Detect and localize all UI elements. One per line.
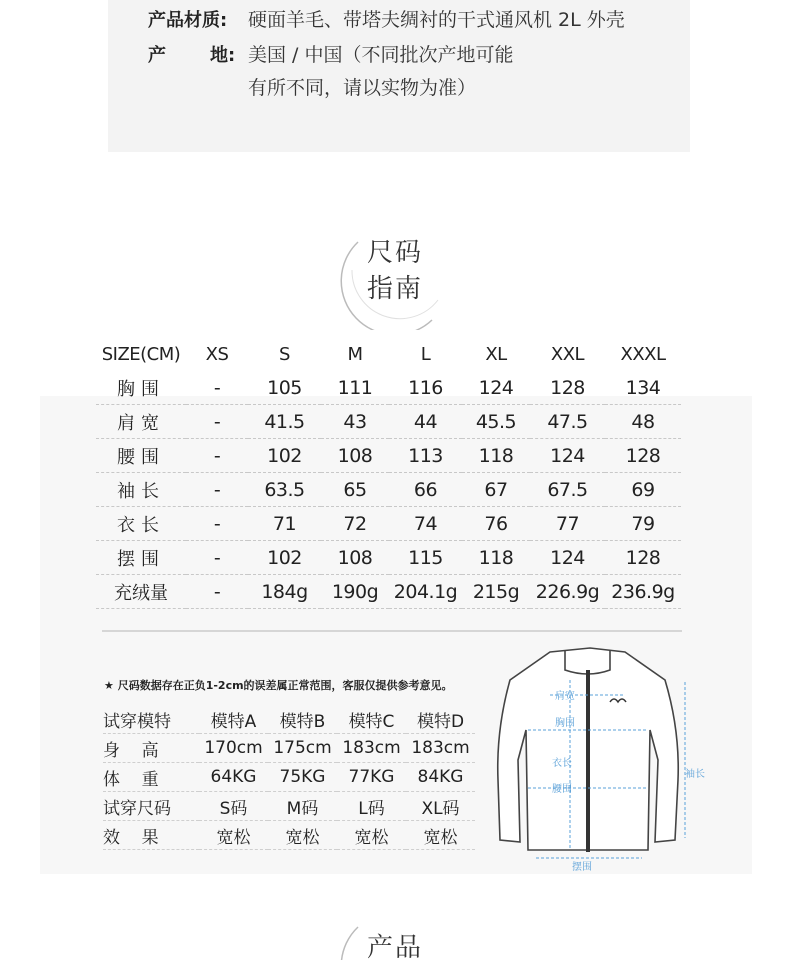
table-cell: 74 <box>389 507 462 541</box>
table-cell: 宽松 <box>268 821 337 850</box>
table-cell: 102 <box>248 541 321 575</box>
table-cell: 111 <box>321 371 389 405</box>
model-row-label: 试穿模特 <box>103 705 199 734</box>
table-cell: 模特C <box>337 705 406 734</box>
model-table <box>103 705 475 850</box>
table-row <box>103 734 475 763</box>
table-cell: 64KG <box>199 763 268 792</box>
table-cell: 71 <box>248 507 321 541</box>
label-chest: 胸围 <box>555 718 575 729</box>
table-cell: 128 <box>530 371 605 405</box>
product-section-title <box>340 905 450 960</box>
table-cell: 66 <box>389 473 462 507</box>
table-cell: 76 <box>462 507 530 541</box>
table-cell: 47.5 <box>530 405 605 439</box>
size-guide-title-line1: 尺码 <box>366 238 423 268</box>
table-row <box>96 507 681 541</box>
table-cell: - <box>186 541 248 575</box>
table-cell: 184g <box>248 575 321 609</box>
table-row <box>103 821 475 850</box>
table-cell: 43 <box>321 405 389 439</box>
size-col-m: M <box>347 344 363 365</box>
table-row <box>96 439 681 473</box>
table-cell: 77KG <box>337 763 406 792</box>
product-section-title-text: 产品 <box>366 933 423 960</box>
model-row-label: 身 高 <box>103 734 199 763</box>
origin-label-2: 地: <box>210 45 236 66</box>
table-cell: - <box>186 473 248 507</box>
table-cell: 69 <box>605 473 681 507</box>
table-cell: 190g <box>321 575 389 609</box>
table-cell: 41.5 <box>248 405 321 439</box>
material-value: 硬面羊毛、带塔夫绸衬的干式通风机 2L 外壳 <box>248 9 625 31</box>
model-row-label: 试穿尺码 <box>103 792 199 821</box>
table-cell: 236.9g <box>605 575 681 609</box>
table-cell: M码 <box>268 792 337 821</box>
row-label-fill-weight: 充绒量 <box>96 575 186 609</box>
table-cell: 65 <box>321 473 389 507</box>
size-col-l: L <box>420 344 431 365</box>
table-cell: S码 <box>199 792 268 821</box>
table-cell: 116 <box>389 371 462 405</box>
table-cell: 128 <box>605 439 681 473</box>
size-col-s: S <box>279 344 290 365</box>
model-row-label: 体 重 <box>103 763 199 792</box>
table-cell: 118 <box>462 541 530 575</box>
size-guide-title <box>340 220 450 330</box>
table-cell: 124 <box>530 439 605 473</box>
table-cell: 113 <box>389 439 462 473</box>
origin-label-1: 产 <box>148 45 166 66</box>
size-header-label: SIZE(CM) <box>101 344 181 365</box>
table-row <box>96 541 681 575</box>
table-cell: - <box>186 439 248 473</box>
table-cell: 77 <box>530 507 605 541</box>
material-label: 产品材质: <box>148 10 228 31</box>
model-table-container <box>103 705 475 850</box>
label-length: 衣长 <box>552 758 572 769</box>
table-cell: L码 <box>337 792 406 821</box>
table-cell: 115 <box>389 541 462 575</box>
jacket-diagram <box>480 640 730 880</box>
table-cell: 模特A <box>199 705 268 734</box>
table-cell: 67.5 <box>530 473 605 507</box>
table-row <box>96 473 681 507</box>
label-hem: 摆围 <box>572 862 592 873</box>
row-label-hem: 摆围 <box>96 541 186 575</box>
table-cell: 45.5 <box>462 405 530 439</box>
model-row-label: 效 果 <box>103 821 199 850</box>
size-col-xs: XS <box>205 344 229 365</box>
size-guide-title-line2: 指南 <box>366 274 423 304</box>
table-cell: 63.5 <box>248 473 321 507</box>
table-cell: 宽松 <box>199 821 268 850</box>
table-cell: 128 <box>605 541 681 575</box>
table-cell: 模特D <box>406 705 475 734</box>
table-cell: 48 <box>605 405 681 439</box>
table-cell: 79 <box>605 507 681 541</box>
table-cell: 44 <box>389 405 462 439</box>
table-cell: 105 <box>248 371 321 405</box>
section-divider <box>102 630 682 632</box>
table-cell: 183cm <box>406 734 475 763</box>
label-sleeve: 袖长 <box>685 769 705 780</box>
table-row <box>96 575 681 609</box>
origin-value-line2: 有所不同，请以实物为准） <box>248 77 477 99</box>
table-cell: 宽松 <box>406 821 475 850</box>
table-cell: 模特B <box>268 705 337 734</box>
table-cell: - <box>186 405 248 439</box>
table-cell: 108 <box>321 439 389 473</box>
table-cell: 183cm <box>337 734 406 763</box>
row-label-sleeve: 袖长 <box>96 473 186 507</box>
row-label-length: 衣长 <box>96 507 186 541</box>
size-table <box>96 338 681 609</box>
table-cell: 108 <box>321 541 389 575</box>
table-cell: 124 <box>530 541 605 575</box>
label-waist: 腰围 <box>552 784 572 795</box>
table-cell: 67 <box>462 473 530 507</box>
row-label-shoulder: 肩宽 <box>96 405 186 439</box>
size-col-xl: XL <box>485 344 507 365</box>
origin-value-line1: 美国 / 中国（不同批次产地可能 <box>248 44 514 66</box>
table-cell: 204.1g <box>389 575 462 609</box>
table-cell: - <box>186 575 248 609</box>
table-row <box>103 705 475 734</box>
table-cell: 118 <box>462 439 530 473</box>
row-label-waist: 腰围 <box>96 439 186 473</box>
label-shoulder: 肩宽 <box>555 691 575 702</box>
table-cell: 226.9g <box>530 575 605 609</box>
size-table-container <box>96 338 686 609</box>
table-row <box>96 405 681 439</box>
size-col-xxl: XXL <box>550 344 585 365</box>
table-cell: 75KG <box>268 763 337 792</box>
size-note: ★ 尺码数据存在正负1-2cm的误差属正常范围，客服仅提供参考意见。 <box>104 679 453 692</box>
table-cell: 宽松 <box>337 821 406 850</box>
table-cell: XL码 <box>406 792 475 821</box>
size-col-xxxl: XXXL <box>620 344 666 365</box>
table-cell: 215g <box>462 575 530 609</box>
table-cell: 170cm <box>199 734 268 763</box>
table-row <box>96 371 681 405</box>
table-cell: 124 <box>462 371 530 405</box>
table-cell: 134 <box>605 371 681 405</box>
table-cell: - <box>186 371 248 405</box>
table-cell: 72 <box>321 507 389 541</box>
table-row <box>103 792 475 821</box>
table-row <box>103 763 475 792</box>
table-cell: - <box>186 507 248 541</box>
row-label-chest: 胸围 <box>96 371 186 405</box>
table-cell: 84KG <box>406 763 475 792</box>
table-cell: 102 <box>248 439 321 473</box>
table-cell: 175cm <box>268 734 337 763</box>
size-header-row <box>96 338 681 371</box>
